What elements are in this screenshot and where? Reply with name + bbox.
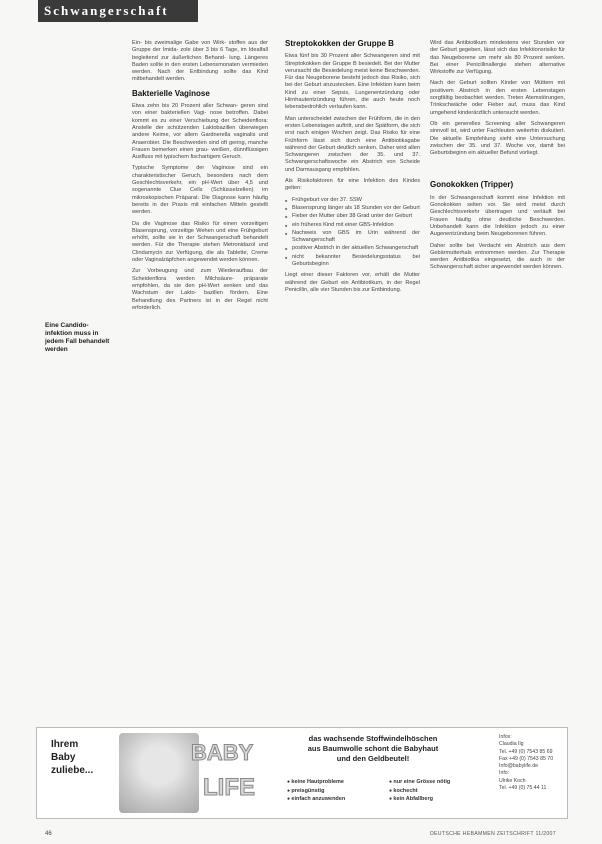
journal-footer: DEUTSCHE HEBAMMEN ZEITSCHRIFT 11/2007 [430, 831, 556, 837]
pull-quote: Eine Candido-infektion muss in jedem Fall behandelt werden [45, 322, 110, 353]
list-item: ■ Frühgeburt vor der 37. SSW [285, 197, 420, 204]
paragraph: Zur Vorbeugung und zum Wiederaufbau der Scheidenflora werden Milchsäure- präparate empfohlen, da sie den pH-Wert senken und das Wachstum der Lakto- bazillen fördern. Eine Behandlung des Partners ist in der Regel nicht erforderlich. [132, 268, 268, 311]
paragraph: Man unterscheidet zwischen der Frühform, die in den ersten Lebenstagen auftritt, und der Spätform, die sich erst nach einigen Wochen zeigt. Das Risiko für eine Frühform lässt sich durch eine Antibiotikagabe während der Geburt deutlich senken. Daher wird allen Schwangeren zwischen der 35. und 37. Schwangerschaftswoche ein Abstrich von Scheide und Darmausgang empfohlen. [285, 115, 420, 173]
column-3 [430, 40, 565, 276]
ad-features-right: ● nur eine Grösse nötig ● kochecht ● kein Abfallberg [389, 778, 450, 804]
paragraph: Ob ein generelles Screening aller Schwangeren sinnvoll ist, wird unter Fachleuten weiterhin diskutiert. Die aktuelle Empfehlung sieht eine Untersuchung zwischen der 35. und 37. Woche vor, damit bei Geburtsbeginn ein aktueller Befund vorliegt. [430, 120, 565, 157]
heading-gonokokken: Gonokokken (Tripper) [430, 180, 514, 190]
paragraph: Liegt einer dieser Faktoren vor, erhält die Mutter während der Geburt ein Antibiotikum, in der Regel Penicillin, alle vier Stunden bis zur Entbindung. [285, 272, 420, 293]
section-title: Schwangerschaft [44, 3, 169, 18]
paragraph: Als Risikofaktoren für eine Infektion des Kindes gelten: [285, 178, 420, 192]
paragraph: Etwa zehn bis 20 Prozent aller Schwan- geren sind von einer bakteriellen Vagi- nose betroffen. Dabei kommt es zu einer Verschiebung der Scheidenflora: Anstelle der schützenden Laktobazillen überwiegen andere Keime, vor allem Gardnerella vaginalis und Anaerobier. Die Beschwerden sind oft gering, manche Frauen bemerken einen grau- weißen, dünnflüssigen Ausfluss mit typischem fischartigem Geruch. [132, 103, 268, 161]
page-number: 46 [45, 831, 52, 837]
heading-streptokokken: Streptokokken der Gruppe B [285, 39, 394, 48]
list-item: ■ nicht bekannter Besiedelungsstatus bei Geburtsbeginn [285, 254, 420, 269]
paragraph: Wird das Antibiotikum mindestens vier Stunden vor der Geburt gegeben, lässt sich das Infektionsrisiko für das Neugeborene um mehr als 80 Prozent senken. Bei einer Penicillinallergie stehen alternative Wirkstoffe zur Verfügung. [430, 40, 565, 76]
baby-life-logo: BABY LIFE [191, 740, 255, 801]
section-header [38, 0, 198, 22]
list-item: ■ Fieber der Mutter über 38 Grad unter der Geburt [285, 213, 420, 220]
paragraph: Daher sollte bei Verdacht ein Abstrich aus dem Gebärmutterhals entnommen werden. Zur Therapie werden Antibiotika eingesetzt, die auch in der Schwangerschaft sicher angewendet werden können. [430, 242, 565, 271]
paragraph: Da die Vaginose das Risiko für einen vorzeitigen Blasensprung, vorzeitige Wehen und eine Frühgeburt erhöht, sollte sie in der Schwangerschaft behandelt werden. Für die Therapie stehen Metronidazol und Clindamycin zur Verfügung, die als Tablette, Creme oder Vaginalzäpfchen angewendet werden können. [132, 220, 268, 264]
list-item: ■ positiver Abstrich in der aktuellen Schwangerschaft [285, 245, 420, 252]
ad-contact: Infos: Claudia Ilg Tel. +49 (0) 7543 85 69 Fax +49 (0) 7543 85 70 Info@babylife.de Info: Ulrike Koch Tel. +49 (0) 75 44 11 [499, 734, 554, 792]
heading-bakterielle-vaginose: Bakterielle Vaginose [132, 88, 210, 98]
advertisement[interactable] [36, 727, 568, 819]
column-1 [132, 40, 268, 316]
paragraph: Etwa fünf bis 30 Prozent aller Schwangeren sind mit Streptokokken der Gruppe B besiedelt. Bei der Mutter verursacht die Besiedelung meist keine Beschwerden. Für das Neugeborene besteht jedoch das Risiko, sich bei der Geburt anzustecken. Eine Infektion kann beim Kind zu einer Sepsis, Lungenentzündung oder Hirnhautentzündung führen, die auch heute noch lebensbedrohlich verlaufen kann. [285, 53, 420, 111]
list-item: ■ Nachweis von GBS im Urin während der Schwangerschaft [285, 230, 420, 245]
ad-headline: das wachsende Stoffwindelhöschen aus Baumwolle schont die Babyhaut und den Geldbeutel! [307, 734, 439, 763]
list-item: ■ Blasensprung länger als 18 Stunden vor der Geburt [285, 205, 420, 212]
ad-features-left: ● keine Hautprobleme ● preisgünstig ● einfach anzuwenden [287, 778, 345, 804]
paragraph: Nach der Geburt sollten Kinder von Müttern mit positivem Abstrich in den ersten Lebenstagen sorgfältig beobachtet werden. Treten Atemstörungen, Trinkschwäche oder Fieber auf, muss das Kind umgehend kinderärztlich untersucht werden. [430, 80, 565, 116]
risk-factor-list [285, 197, 420, 269]
paragraph: Ein- bis zweimalige Gabe von Wirk- stoffen aus der Gruppe der Imida- zole über 3 bis 6 Tage, im Idealfall begleitend zur äußerlichen Behand- lung. Längeres Baden sollte in den ersten Lebensmonaten vermieden werden. Nach der Entbindung sollte das Kind mitbehandelt werden. [132, 40, 268, 83]
list-item: ■ ein früheres Kind mit einer GBS-Infektion [285, 222, 420, 229]
paragraph: Typische Symptome der Vaginose sind ein charakteristischer Geruch, besonders nach dem Geschlechtsverkehr, ein pH-Wert über 4,5 und sogenannte Clue Cells (Schlüsselzellen) im mikroskopischen Präparat. Die Diagnose kann häufig bereits in der Praxis mit einfachen Mitteln gestellt werden. [132, 165, 268, 216]
ad-tagline: Ihrem Baby zuliebe... [51, 739, 94, 776]
column-2 [285, 40, 420, 298]
paragraph: In der Schwangerschaft kommt eine Infektion mit Gonokokken selten vor. Sie wird meist durch Geschlechtsverkehr übertragen und verläuft bei Frauen häufig ohne deutliche Beschwerden. Unbehandelt kann die Infektion jedoch zu einer Augenentzündung beim Neugeborenen führen. [430, 194, 565, 238]
